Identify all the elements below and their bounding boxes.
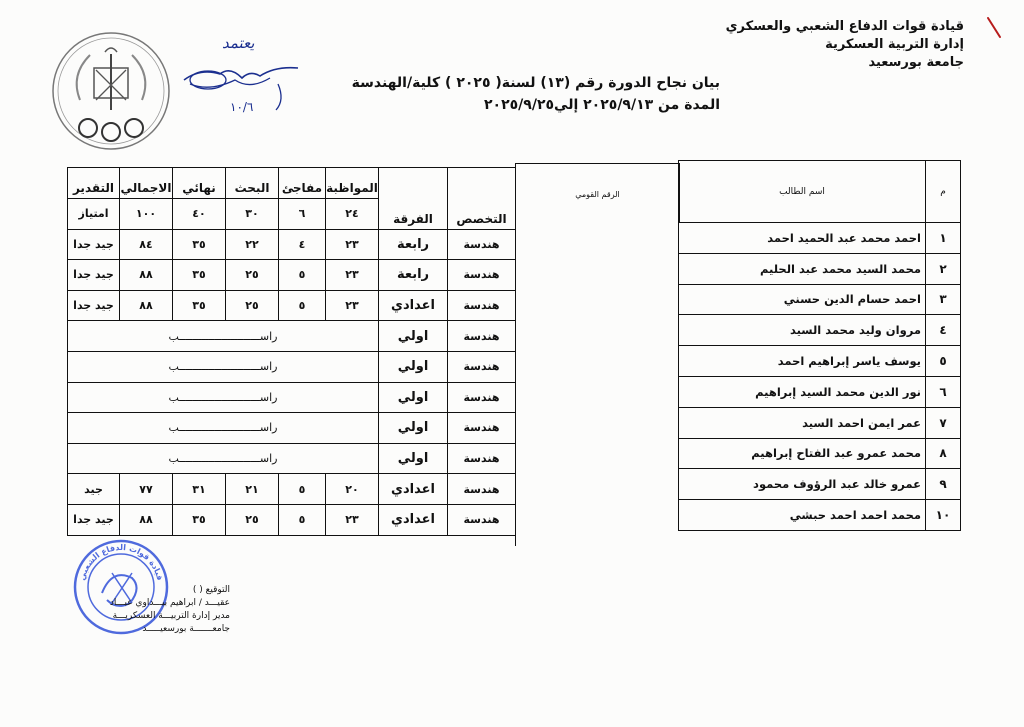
cell-level: رابعة <box>379 260 448 291</box>
col-attendance-header: المواظبة <box>326 168 379 199</box>
cell-student-name: عمر ايمن احمد السيد <box>679 407 926 438</box>
cell-total: ٨٨ <box>120 290 173 321</box>
cell-attendance: ٢٣ <box>326 290 379 321</box>
student-row <box>679 284 961 315</box>
cell-grade: جيد جدا <box>68 229 120 260</box>
cell-final: ٣٥ <box>173 229 226 260</box>
cell-attendance: ٢٣ <box>326 504 379 535</box>
signatory-university: جامعـــــــة بورسعيـــــد <box>142 624 230 634</box>
cell-specialty: هندسة <box>448 351 516 382</box>
cell-research: ٢٥ <box>226 504 279 535</box>
cell-student-name: احمد حسام الدين حسني <box>679 284 926 315</box>
cell-level: اولي <box>379 351 448 382</box>
cell-student-name: احمد محمد عبد الحميد احمد <box>679 223 926 254</box>
cell-total: ٨٤ <box>120 229 173 260</box>
cell-attendance: ٢٣ <box>326 229 379 260</box>
max-attendance: ٢٤ <box>326 199 379 230</box>
max-quiz: ٦ <box>279 199 326 230</box>
cell-student-name: يوسف ياسر إبراهيم احمد <box>679 346 926 377</box>
cell-grade: جيد جدا <box>68 260 120 291</box>
grades-header-row <box>68 168 516 199</box>
max-total: ١٠٠ <box>120 199 173 230</box>
cell-number: ٩ <box>926 469 961 500</box>
student-row <box>679 500 961 531</box>
cell-specialty: هندسة <box>448 290 516 321</box>
student-row <box>679 376 961 407</box>
cell-research: ٢٥ <box>226 260 279 291</box>
cell-research: ٢٢ <box>226 229 279 260</box>
cell-specialty: هندسة <box>448 474 516 505</box>
signature-date: ١٠/٦ <box>230 100 254 114</box>
student-row <box>679 223 961 254</box>
cell-specialty: هندسة <box>448 260 516 291</box>
stamp-text: قيادة قوات الدفاع الشعبي <box>77 542 165 582</box>
cell-final: ٣٥ <box>173 504 226 535</box>
cell-number: ٢ <box>926 253 961 284</box>
student-row <box>679 407 961 438</box>
grade-row-failed <box>68 351 516 382</box>
cell-quiz: ٥ <box>279 474 326 505</box>
cell-level: اعدادي <box>379 504 448 535</box>
red-check-mark <box>985 16 1005 40</box>
cell-number: ٤ <box>926 315 961 346</box>
cell-number: ٧ <box>926 407 961 438</box>
max-final: ٤٠ <box>173 199 226 230</box>
grade-row <box>68 474 516 505</box>
student-row <box>679 253 961 284</box>
cell-final: ٣١ <box>173 474 226 505</box>
cell-failed-status: راســـــــــــــــــــــــــب <box>68 351 379 382</box>
cell-research: ٢٥ <box>226 290 279 321</box>
col-number-header: م <box>926 161 961 223</box>
student-row <box>679 346 961 377</box>
cell-level: رابعة <box>379 229 448 260</box>
cell-final: ٣٥ <box>173 290 226 321</box>
cell-number: ٥ <box>926 346 961 377</box>
cell-specialty: هندسة <box>448 443 516 474</box>
students-names-table <box>678 160 961 531</box>
cell-student-name: محمد احمد احمد حبشي <box>679 500 926 531</box>
grade-row-failed <box>68 321 516 352</box>
col-level-header: الفرقة <box>379 168 448 230</box>
course-title: بيان نجاح الدورة رقم (١٣) لسنة( ٢٠٢٥ ) كلية/الهندسة <box>351 75 720 91</box>
signatory-name: عقيـــد / ابراهيم بيـــداوي عبـــاد <box>109 598 230 608</box>
cell-failed-status: راســـــــــــــــــــــــــب <box>68 321 379 352</box>
cell-attendance: ٢٣ <box>326 260 379 291</box>
university-emblem-logo <box>50 30 172 152</box>
cell-level: اولي <box>379 382 448 413</box>
col-final-header: نهائي <box>173 168 226 199</box>
cell-student-name: محمد عمرو عبد الفتاح إبراهيم <box>679 438 926 469</box>
grade-row <box>68 260 516 291</box>
cell-failed-status: راســـــــــــــــــــــــــب <box>68 382 379 413</box>
names-header-row <box>679 161 961 223</box>
cell-number: ٨ <box>926 438 961 469</box>
cell-quiz: ٥ <box>279 290 326 321</box>
student-row <box>679 315 961 346</box>
cell-attendance: ٢٠ <box>326 474 379 505</box>
cell-number: ١٠ <box>926 500 961 531</box>
col-research-header: البحث <box>226 168 279 199</box>
cell-number: ١ <box>926 223 961 254</box>
cell-student-name: مروان وليد محمد السيد <box>679 315 926 346</box>
cell-specialty: هندسة <box>448 382 516 413</box>
course-period: المدة من ٢٠٢٥/٩/١٣ إلي٢٠٢٥/٩/٢٥ <box>484 97 720 113</box>
cell-quiz: ٤ <box>279 229 326 260</box>
grade-row <box>68 290 516 321</box>
cell-failed-status: راســـــــــــــــــــــــــب <box>68 413 379 444</box>
national-id-column-left-border <box>515 221 516 546</box>
max-research: ٣٠ <box>226 199 279 230</box>
cell-specialty: هندسة <box>448 321 516 352</box>
signature-block <box>70 584 230 636</box>
cell-grade: جيد <box>68 474 120 505</box>
document-titles <box>300 72 720 116</box>
col-name-header: اسم الطالب <box>679 161 926 223</box>
grade-row-failed <box>68 443 516 474</box>
max-grade: امتياز <box>68 199 120 230</box>
grade-row <box>68 229 516 260</box>
cell-grade: جيد جدا <box>68 290 120 321</box>
signature-approval-note: يعتمد <box>222 34 255 52</box>
cell-total: ٧٧ <box>120 474 173 505</box>
col-total-header: الاجمالي <box>120 168 173 199</box>
header-line-command: قيادة قوات الدفاع الشعبي والعسكري <box>725 19 964 34</box>
signatory-title: مدير إدارة التربيـــة العسكريـــة <box>112 611 230 621</box>
cell-number: ٣ <box>926 284 961 315</box>
cell-specialty: هندسة <box>448 504 516 535</box>
grade-row-failed <box>68 413 516 444</box>
grades-table <box>67 167 516 536</box>
student-row <box>679 469 961 500</box>
cell-level: اعدادي <box>379 290 448 321</box>
cell-number: ٦ <box>926 376 961 407</box>
header-line-department: إدارة التربية العسكرية <box>825 37 964 52</box>
cell-total: ٨٨ <box>120 260 173 291</box>
cell-level: اولي <box>379 321 448 352</box>
col-quiz-header: مفاجئ <box>279 168 326 199</box>
cell-student-name: عمرو خالد عبد الرؤوف محمود <box>679 469 926 500</box>
cell-level: اولي <box>379 413 448 444</box>
cell-quiz: ٥ <box>279 504 326 535</box>
national-id-header: الرقم القومي <box>575 190 620 199</box>
signature-line: التوقيع ( ) <box>192 585 230 595</box>
col-specialty-header: التخصص <box>448 168 516 230</box>
cell-specialty: هندسة <box>448 413 516 444</box>
cell-level: اعدادي <box>379 474 448 505</box>
cell-specialty: هندسة <box>448 229 516 260</box>
cell-failed-status: راســـــــــــــــــــــــــب <box>68 443 379 474</box>
cell-total: ٨٨ <box>120 504 173 535</box>
cell-level: اولي <box>379 443 448 474</box>
col-grade-header: التقدير <box>68 168 120 199</box>
cell-research: ٢١ <box>226 474 279 505</box>
grade-row-failed <box>68 382 516 413</box>
national-id-column-header <box>515 163 680 222</box>
handwritten-signature <box>180 34 305 120</box>
cell-student-name: محمد السيد محمد عبد الحليم <box>679 253 926 284</box>
cell-final: ٣٥ <box>173 260 226 291</box>
cell-grade: جيد جدا <box>68 504 120 535</box>
student-row <box>679 438 961 469</box>
header-line-university: جامعة بورسعيد <box>868 55 964 70</box>
grade-row <box>68 504 516 535</box>
cell-student-name: نور الدين محمد السيد إبراهيم <box>679 376 926 407</box>
institution-header <box>726 18 964 72</box>
cell-quiz: ٥ <box>279 260 326 291</box>
